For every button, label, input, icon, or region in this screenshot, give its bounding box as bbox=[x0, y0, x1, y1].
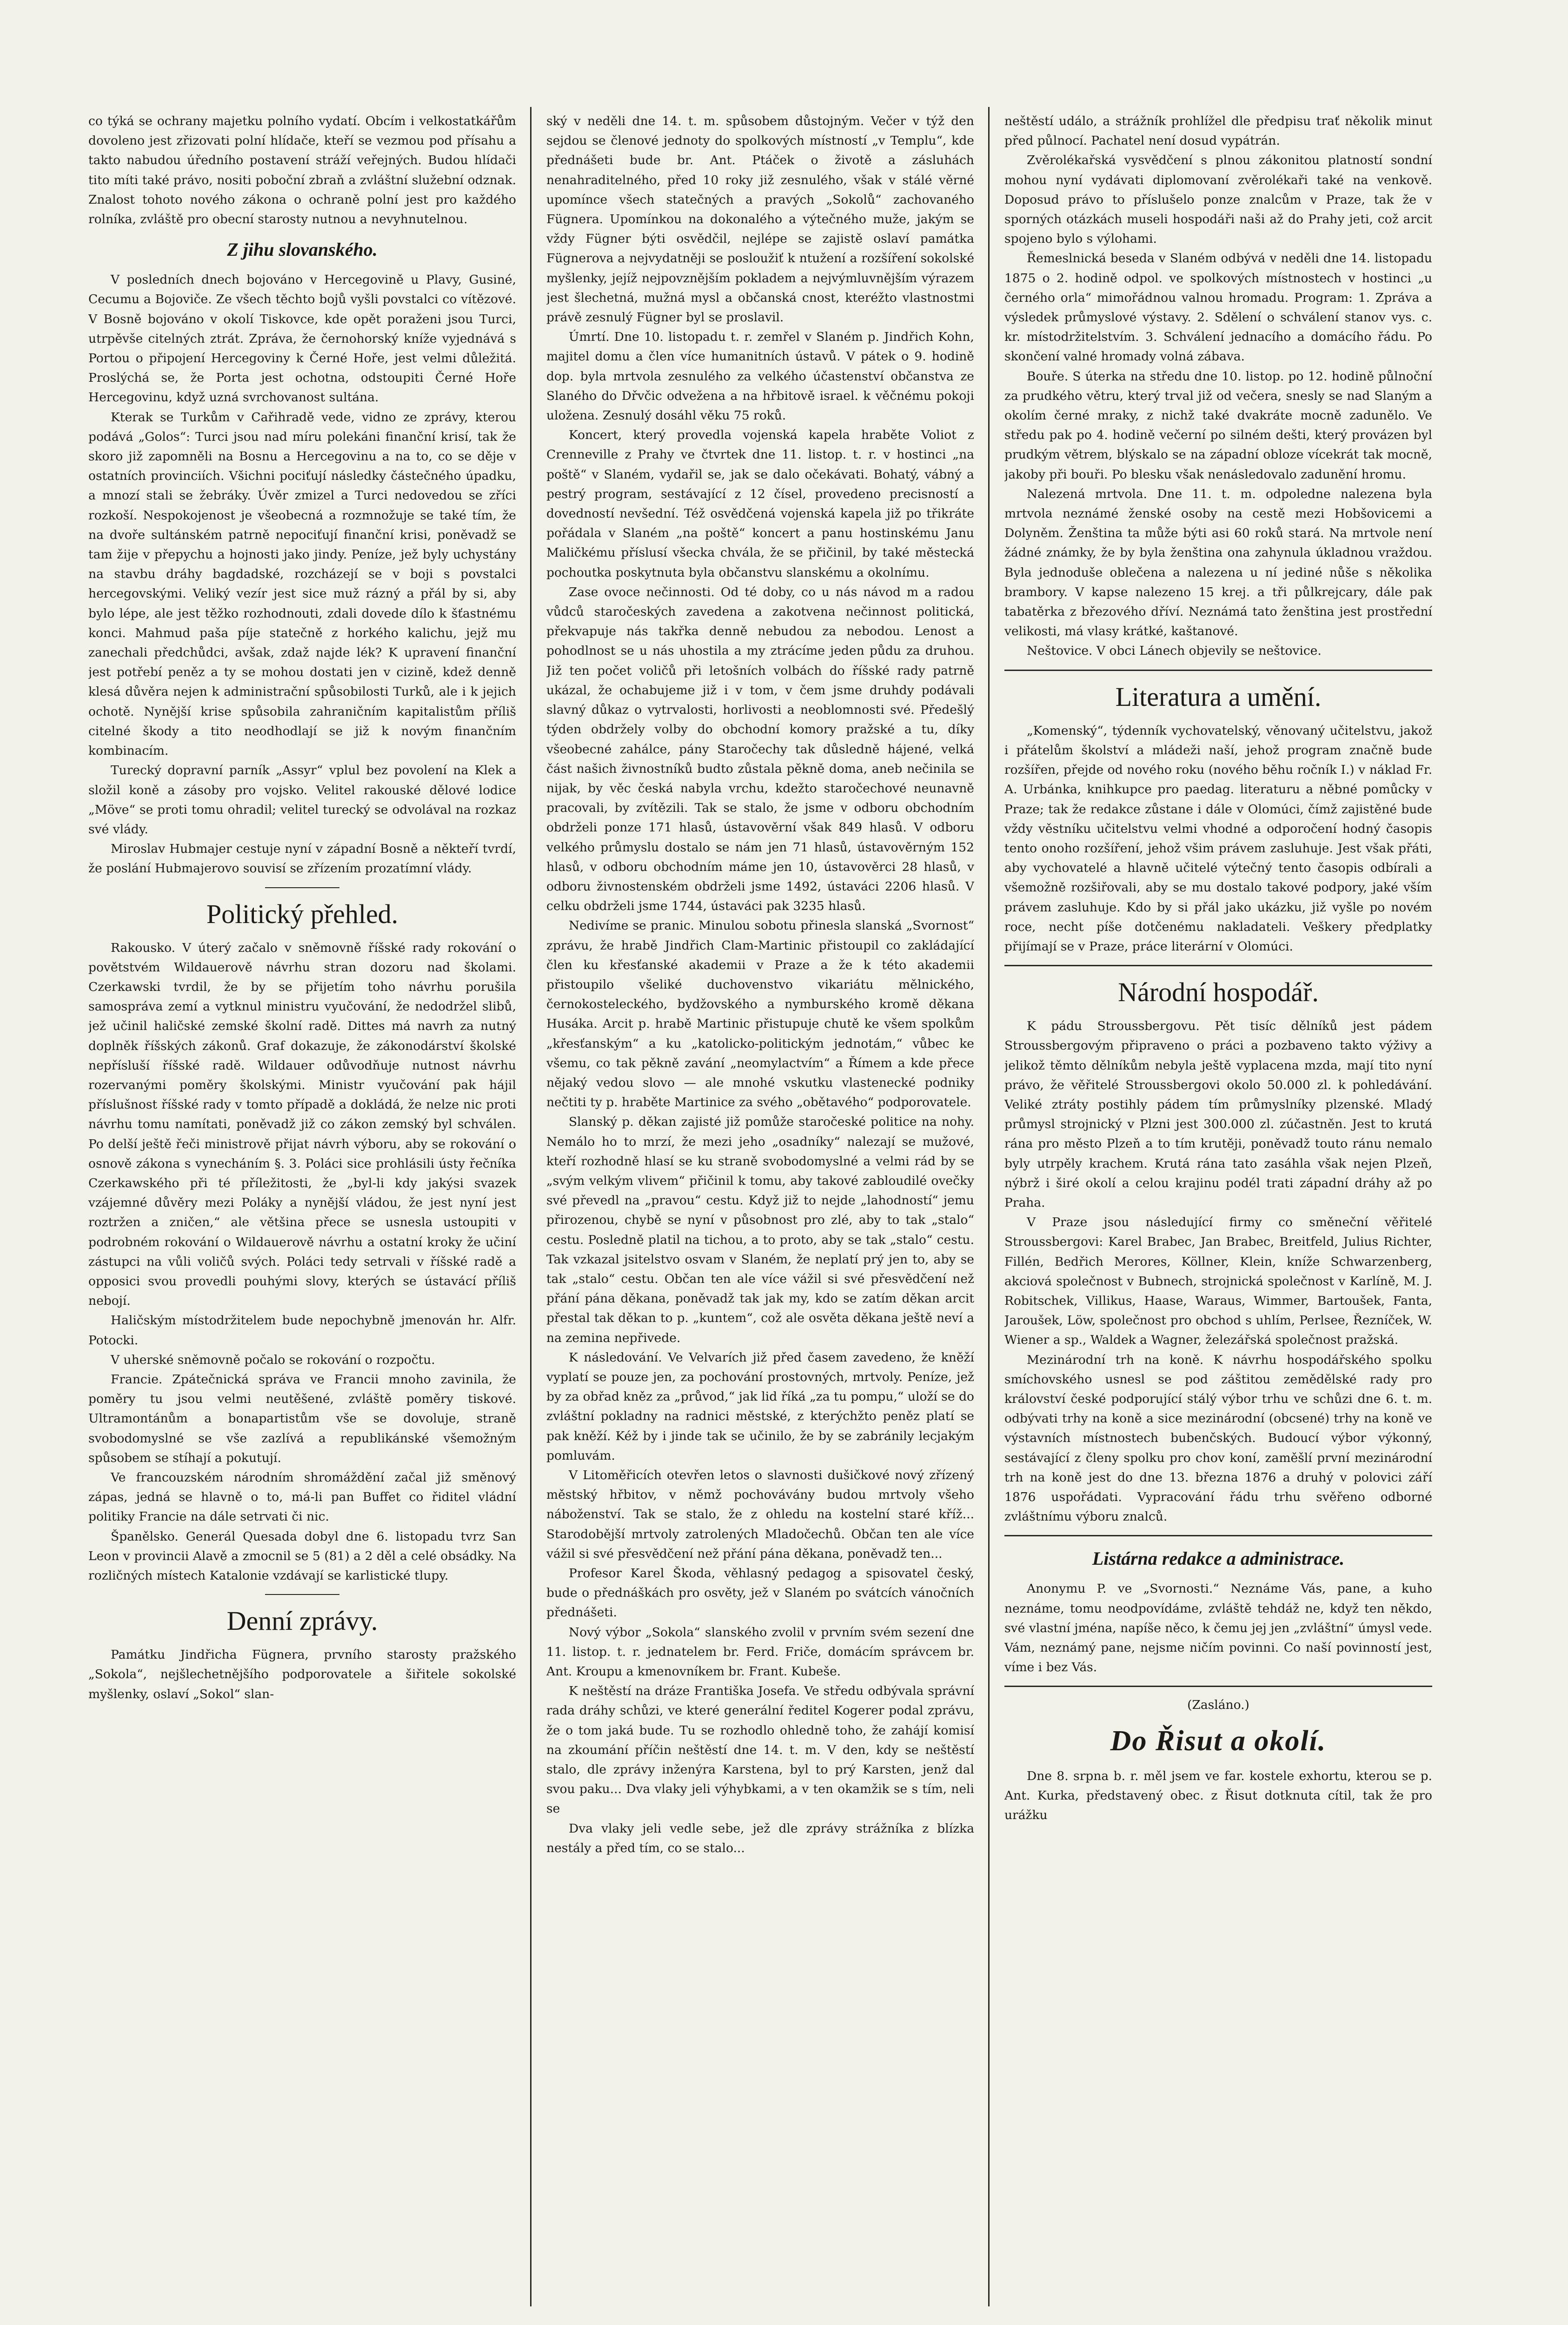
article-intro-paragraph: co týká se ochrany majetku polního vydatí. Obcím i velkostatkářům dovoleno jest zřizovati polní hlídače, kteří se vezmou pod přísahu a takto nabudou úředního postavení stráží veřejných. Budou hlídači tito míti také právo, nositi poboční zbraň a zvláštní služební odznak. Znalost tohoto nového zákona o ochraně polní jest pro každého rolníka, zvláště pro obecní starosty nutnou a nevyhnutelnou. bbox=[88, 114, 516, 227]
paragraph: Bouře. S úterka na středu dne 10. listop. po 12. hodině půlnoční za prudkého větru, který trval již od večera, snesly se nad Slaným a okolím černé mraky, z nichž také dvakráte mocně zadunělo. Ve středu pak po 4. hodině večerní po silném dešti, který provázen byl prudkým větrem, blýskalo se na západní obloze vícekrát tak mocně, jakoby při bouři. Po blesku však nenásledovalo zadunění hromu. bbox=[1004, 369, 1432, 482]
paragraph: „Komenský“, týdenník vychovatelský, věnovaný učitelstvu, jakož i přátelům školství a mládeži naší, jehož program značně bude rozšířen, přejde od nového roku (nového běhu ročník I.) v náklad Fr. A. Urbánka, knihkupce pro paedag. literaturu a něbné pomůcky v Praze; tak že redakce zůstane i dále v Olomúci, čímž zajistěné bude vždy věstníku učitelstvu velmi vhodné a odporočení hodný časopis tento onoho rozšíření, jehož všim právem zasluhuje. Jest však přáti, aby vychovatelé a hlavně učitelé výtečný tento časopis odbírali a všemožně rozšiřovali, aby se mu dostalo takové podpory, jaké vším právem zasluhuje. Kdo by si přál jako ukázku, již vyšle po novém roce, necht píše dotčenému nakladateli. Veškery předplatky přijímají se v Praze, práce literární v Olomúci. bbox=[1004, 723, 1432, 954]
column-divider bbox=[988, 107, 990, 2306]
paragraph: Nový výbor „Sokola“ slanského zvolil v prvním svém sezení dne 11. listop. t. r. jednatelem br. Ferd. Friče, domácím správcem br. Ant. Kroupu a kmenovníkem br. Frant. Kubeše. bbox=[546, 1625, 974, 1679]
paragraph: K pádu Stroussbergovu. Pět tisíc dělníků jest pádem Stroussbergovým připraveno o práci a pozbaveno takto výživy a jelikož těmto dělníkům nebyla ještě vyplacena mzda, mají tito nyní právo, že věřitelé Stroussbergovi okolo 50.000 zl. k pohledávání. Veliké ztráty postihly pádem tím průmyslníky plzenské. Mladý průmysl strojnický v Plzni jest 300.000 zl. zúčastněn. Jest to krutá rána pro město Plzeň a to tím krutěji, poněvadž touto ránu nemalo byly utrpěly krachem. Krutá rána tato zasáhla však nejen Plzeň, nýbrž i širé okolí a celou krajinu podél trati západní dráhy až po Praha. bbox=[1004, 1019, 1432, 1210]
column-3 bbox=[1004, 112, 1432, 2306]
paragraph: ský v neděli dne 14. t. m. spůsobem důstojným. Večer v týž den sejdou se členové jednoty do spolkových místností „v Templu“, kde přednášeti bude br. Ant. Ptáček o životě a zásluhách nenahraditelného, před 10 roky již zesnulého, však v stálé věrné upomínce všech statečných a pravých „Sokolů“ zachovaného Fügnera. Upomínkou na dokonalého a výtečného muže, jakým se vždy Fügner býti osvědčil, nejlépe se zajistě oslaví památka Fügnerova a nejvydatněji se posloužiť k ntužení a rozšíření sokolské myšlenky, jejíž nejpovznějším pokladem a nejvýmluvnějším výrazem jest šlechetná, mužná mysl a občanská cnost, kteréžto vlastnostmi právě zesnulý Fügner byl se proslavil. bbox=[546, 114, 974, 325]
paragraph: Francie. Zpátečnická správa ve Francii mnoho zavinila, že poměry tu jsou velmi neutěšené, zvláště poměry tiskové. Ultramontánům a bonapartistům vše se dovoluje, straně svobodomyslné se vše zazlívá a republikánské všemožným spůsobem se stíhají a pokutují. bbox=[88, 1372, 516, 1465]
paragraph: Ve francouzském národním shromáždění začal již směnový zápas, jedná se hlavně o to, má-li pan Buffet co řiditel vládní politiky Francie na dále setrvati či nic. bbox=[88, 1470, 516, 1524]
paragraph: Haličským místodržitelem bude nepochybně jmenován hr. Alfr. Potocki. bbox=[88, 1313, 516, 1348]
paragraph: Dne 8. srpna b. r. měl jsem ve far. kostele exhortu, kterou se p. Ant. Kurka, představený obec. z Řisut dotknuta cítil, tak že pro urážku bbox=[1004, 1768, 1432, 1823]
paragraph: Mezinárodní trh na koně. K návrhu hospodářského spolku smíchovského usnesl se pod záštitou zemědělské rady pro království české podporující stálý výbor trhu ve schůzi dne 6. t. m. odbývati trhy na koně a sice mezinárodní (obcsené) trhy na koně ve výstavních místnostech bubenčských. Budoucí výbor výkonný, sestávající z členy spolku pro chov koní, zaměšlí první mezinárodní trh na koně jest do dne 13. března 1876 a druhý v polovici září 1876 uspořádati. Vypracování řádu trhu svěřeno odborné zvláštnímu výboru znalců. bbox=[1004, 1352, 1432, 1524]
section-heading-risuty: Do Řisut a okolí. bbox=[1110, 1725, 1327, 1757]
paragraph: V Praze jsou následující firmy co směneční věřitelé Stroussbergovi: Karel Brabec, Jan Brabec, Breitfeld, Julius Richter, Fillén, Bedřich Merores, Köllner, Klein, kníže Schwarzenberg, akciová společnost v Bubnech, strojnická společnost v Karlíně, M. J. Robitschek, Villikus, Haase, Waraus, Wimmer, Bartoušek, Fanta, Jaroušek, Löw, společnost pro obchod s uhlím, Perlsee, Řezníček, W. Wiener a sp., Waldek a Wagner, železářská společnost pražská. bbox=[1004, 1215, 1432, 1348]
paragraph: Zase ovoce nečinnosti. Od té doby, co u nás návod m a radou vůdců staročeských zavedena a zakotvena nečinnost politická, překvapuje nás takřka denně nebudou za nebodou. Lenost a pohodlnost se u nás uhostila a my ztrácíme jeden půdu za druhou. Již ten počet voličů při letošních volbách do říšské rady patrně ukázal, že ochabujeme již i v tom, v čem jsme druhdy podávali slavný důkaz o vytrvalosti, horlivosti a neoblomnosti své. Předešlý týden obdržely volby do obchodní komory pražské a tu, díky všeobecné zahálce, pány Staročechy tak důsledně hájené, velká část našich živnostníků budto zůstala pěkně doma, aneb nečinila se nijak, by věc česká nabyla vrchu, kdežto staročechové neunavně pracovali, by zvítězili. Tak se stalo, že jsme v odboru obchodním obdrželi ponze 171 hlasů, ústavověrní však 849 hlasů. V odboru velkého průmyslu dostalo se nám jen 71 hlasů, ústavověrným 152 hlasů, v odboru obchodním máme jen 10, ústavověrci 28 hlasů, v odboru živnostenském obdrželi jsme 1492, ústaváci 2206 hlasů. V celku obdrželi jsme 1744, ústaváci pak 3235 hlasů. bbox=[546, 585, 974, 914]
paragraph: K neštěstí na dráze Františka Josefa. Ve středu odbývala správní rada dráhy schůzi, ve které generální ředitel Kogerer podal zprávu, že o tom jaká bude. Tu se rozhodlo ohledně toho, že zahájí komisí na zkoumání příčin neštěstí dne 14. t. m. V den, kdy se neštěstí stalo, dle zprávy inženýra Karstena, byl to prý Karsten, jenž dal svou paku... Dva vlaky jeli výhybkami, a v ten okamžik se s tím, neli se bbox=[546, 1684, 974, 1816]
paragraph: Kterak se Turkům v Cařihradě vede, vidno ze zprávy, kterou podává „Golos“: Turci jsou nad míru polekáni finanční krisí, tak že skoro již zapomněli na Bosnu a Hercegovinu a na to, co se děje v ostatních provinciích. Všichni pociťují následky částečného úpadku, a mnozí stali se žebráky. Úvěr zmizel a Turci nedovedou se zříci rozkoší. Nespokojenost je všeobecná a rozmnožuje se také tím, že na dvoře sultánském patrně nepociťují finanční krisi, poněvadž se tam žije v přepychu a hojnosti jako jindy. Peníze, jež byly uchystány na stavbu dráhy bagdadské, rozcházejí se v boji s povstalci hercegovskými. Veliký vezír jest sice muž rázný a přál by si, aby bylo lépe, ale jest těžko rozhodnouti, zdali dovede dílo k šťastnému konci. Mahmud paša píje statečně z horkého kalichu, jejž mu zanechali předchůdci, avšak, zdaž najde lék? K upravení finanční jest potřebí peněz a ty se mohou dostati jen v cizině, kdež denně klesá důvěra nejen k administrační spůsobilosti Turků, ale i k jejich ochotě. Nynější krise spůsobila zahraničním kapitalistům příliš citelné škody a tito neodhodlají se již k novým finančním kombinacím. bbox=[88, 410, 516, 758]
paragraph: Nalezená mrtvola. Dne 11. t. m. odpoledne nalezena byla mrtvola neznámé ženské osoby na cestě mezi Hobšovicemi a Dolyněm. Ženština ta může býti asi 60 roků stará. Na mrtvole není žádné známky, že by byla ženština ona zahynula úkladnou vraždou. Byla jednoduše oblečena a nalezena u ní jediné nůše s několika brambory. V kapse nalezeno 15 krej. a tři půlkrejcary, dále pak tabatěrka z březového dříví. Neznámá tato ženština jest prostřední velikosti, má vlasy krátké, kaštanové. bbox=[1004, 486, 1432, 639]
submitted-label: (Zasláno.) bbox=[1187, 1698, 1249, 1713]
paragraph: V Litoměřicích otevřen letos o slavnosti dušičkové nový zřízený městský hřbitov, v němž pochovávány budou mrtvoly všeho náboženství. Tak se stalo, že z ohledu na kostelní staré kříž... Starodobější mrtvoly zatrolených Mladočechů. Občan ten ale více vážil si své přesvědčení než přání pána děkana, poněvadž ten... bbox=[546, 1468, 974, 1561]
divider bbox=[1004, 965, 1432, 966]
divider bbox=[1004, 1535, 1432, 1536]
paragraph: Nedivíme se pranic. Minulou sobotu přinesla slanská „Svornost“ zprávu, že hrabě Jindřich Clam-Martinic přistoupil co zakládající člen ku křesťanské akademii v Praze a že k této akademii přistoupilo všeliké duchovenstvo vikariátu mělnického, černokosteleckého, bydžovského a nymburského kromě děkana Husáka. Arcit p. hrabě Martinic přistupuje chutě ke všem spolkům „křesťanským“ a ku „katolicko-politickým jednotám,“ vůbec ke všemu, co tak pěkně zavání „neomylactvím“ a Římem a kde přece nějaký vedou slovo — ale mnohé vskutku vlastenecké podniky nečtiti ty p. hraběte Martinice za svého „obětavého“ podporovatele. bbox=[546, 918, 974, 1110]
divider bbox=[1004, 1686, 1432, 1687]
divider bbox=[265, 1594, 339, 1595]
paragraph: Španělsko. Generál Quesada dobyl dne 6. listopadu tvrz San Leon v provincii Alavě a zmocnil se 5 (81) a 2 děl a celé obsádky. Na rozličných místech Katalonie vzdávají se karlistické tlupy. bbox=[88, 1529, 516, 1583]
paragraph: Neštovice. V obci Lánech objevily se neštovice. bbox=[1027, 644, 1322, 658]
paragraph: Dva vlaky jeli vedle sebe, jež dle zprávy strážníka z blízka nestály a před tím, co se stalo... bbox=[546, 1821, 974, 1855]
divider bbox=[265, 887, 339, 888]
divider bbox=[1004, 670, 1432, 671]
paragraph: V uherské sněmovně počalo se rokování o rozpočtu. bbox=[111, 1352, 435, 1367]
section-heading-daily-news: Denní zprávy. bbox=[226, 1606, 378, 1636]
section-heading-politics: Politický přehled. bbox=[206, 898, 399, 929]
paragraph: Památku Jindřicha Fügnera, prvního starosty pražského „Sokola“, nejšlechetnějšího podporovatele a šiřitele sokolské myšlenky, oslaví „Sokol“ slan- bbox=[88, 1647, 516, 1701]
section-heading-south-slavic: Z jihu slovanského. bbox=[227, 239, 378, 260]
section-heading-literature: Literatura a umění. bbox=[1115, 681, 1322, 712]
paragraph: Rakousko. V úterý začalo v sněmovně říšské rady rokování o povětstvém Wildauerově návrhu stran dozoru nad školami. Czerkawski tvrdil, že by se přijetím toho návrhu porušila samospráva zemí a vytknul ministru vyučování, že nedodržel slibů, jež učinil haličské zemské školní radě. Dittes má navrh za nutný doplněk říšských zákonů. Graf dokazuje, že zákonodárství školské nepřísluší říšské radě. Wildauer odůvodňuje nutnost návrhu rozervanými poměry školskými. Ministr vyučování pak hájil příslušnost říšské rady v tomto případě a dokládá, že nelze nic proti návrhu tomu namítati, poněvadž již co zákon zemský byl schválen. Po delší ještě řeči ministrově přijat návrh výboru, aby se rokování o osnově zákona s vynecháním §. 3. Poláci sice prohlásili ústy řečníka Czerkawského při té příležitosti, že „byl-li kdy jakýsi svazek vzájemné důvěry mezi Poláky a nynější vládou, že jest nyní jest roztržen a zničen,“ ale většina přece se usnesla ustoupiti v podrobném rokování o Wildauerově návrhu a ostatní kroky že učiní zástupci na vůli voličů svých. Poláci tedy setrvali v říšské radě a opposici svou provedli pouhými slovy, kterých se ústavácí příliš nebojí. bbox=[88, 940, 516, 1309]
paragraph: K následování. Ve Velvarích již před časem zavedeno, že kněží vyplatí se pouze jen, za pochování prostovných, mrtvoly. Peníze, jež by za obřad kněz za „průvod,“ jak lid říká „za tu pompu,“ uloží se do zvláštní pokladny na radnici městské, z kterýchžto peněz platí se pak kněží. Kéž by i jinde tak se učinilo, že by se zabránily lecjakým pomluvám. bbox=[546, 1350, 974, 1463]
paragraph: V posledních dnech bojováno v Hercegovině u Plavy, Gusiné, Cecumu a Bojoviče. Ze všech těchto bojů vyšli povstalci co vítězové. V Bosně bojováno v okolí Tiskovce, kde opět poraženi jsou Turci, utrpěvše citelných ztrát. Zpráva, že černohorský kníže vyjednává s Portou o připojení Hercegoviny k Černé Hoře, jest velmi důležitá. Proslýchá se, že Porta jest ochotna, odstoupiti Černé Hoře Hercegovinu, když uzná svrchovanost sultána. bbox=[88, 272, 516, 405]
column-1 bbox=[88, 112, 516, 2306]
newspaper-page bbox=[88, 112, 1465, 2306]
section-heading-economy: Národní hospodář. bbox=[1118, 977, 1319, 1008]
paragraph: Profesor Karel Škoda, věhlasný pedagog a spisovatel český, bude o přednáškách pro osvěty, jež v Slaném po svátcích vánočních přednášeti. bbox=[546, 1566, 974, 1620]
paragraph: Úmrtí. Dne 10. listopadu t. r. zemřel v Slaném p. Jindřich Kohn, majitel domu a člen více humanitních ústavů. V pátek o 9. hodině dop. byla mrtvola zesnulého za velkého účastenství občanstva ze Slaného do Dřvčic odvežena a na hřbitově israel. k věčnému pokoji uložena. Zesnulý dosáhl věku 75 roků. bbox=[546, 330, 974, 423]
column-2 bbox=[546, 112, 974, 2306]
paragraph: Koncert, který provedla vojenská kapela hraběte Voliot z Crenneville z Prahy ve čtvrtek dne 11. listop. t. r. v hostinci „na poště“ v Slaném, vydařil se, jak se dalo očekávati. Bohatý, vábný a pestrý program, sestávající z 12 čísel, provedeno precisností a dovedností nevšední. Též osvědčená vojenská kapela již po třikráte pořádala v Slaném „na poště“ koncert a panu hostinskému Janu Maličkému příslusí všecka chvála, že se přičinil, by také městecká pochoutka poskytnuta byla občanstvu slanskému a okolnímu. bbox=[546, 428, 974, 580]
paragraph: neštěstí událo, a strážník prohlížel dle předpisu trať několik minut před půlnocí. Pachatel není dosud vypátrán. bbox=[1004, 114, 1432, 148]
paragraph: Anonymu P. ve „Svornosti.“ Neznáme Vás, pane, a kuho neznáme, tomu neodpovídáme, zvláště tehdáž ne, když ten někdo, své vlastní jména, napíše něco, k čemu jej jen „zvláštní“ úmysl vede. Vám, neznámý pane, nejsme ničím povinni. Co naší povinností jest, víme i bez Vás. bbox=[1004, 1581, 1432, 1675]
paragraph: Řemeslnická beseda v Slaném odbývá v neděli dne 14. listopadu 1875 o 2. hodině odpol. ve spolkových místnostech v hostinci „u černého orla“ mimořádnou valnou hromadu. Program: 1. Zpráva a výsledek průmyslové výstavy. 2. Sdělení o schválení stanov vys. c. kr. místodržitelstvím. 3. Schválení jednacího a domácího řádu. Po skončení valné hromady volná zábava. bbox=[1004, 251, 1432, 364]
paragraph: Turecký dopravní parník „Assyr“ vplul bez povolení na Klek a složil koně a zásoby pro vojsko. Velitel rakouské dělové lodice „Möve“ se proti tomu ohradil; velitel turecký se odvolával na rozkaz své vlády. bbox=[88, 763, 516, 837]
column-divider bbox=[530, 107, 532, 2306]
paragraph: Miroslav Hubmajer cestuje nyní v západní Bosně a někteří tvrdí, že poslání Hubmajerovo souvisí se zřízením prozatímní vlády. bbox=[88, 842, 516, 876]
paragraph: Zvěrolékařská vysvědčení s plnou zákonitou platností sondní mohou nyní vydávati diplomovaní zvěrolékaři také na venkově. Doposud právo to příslušelo ponze znalcům v Praze, tak že v sporných otázkách museli hospodáři naši až do Prahy jeti, což arcit spojeno bylo s výlohami. bbox=[1004, 153, 1432, 246]
section-heading-mailbox: Listárna redakce a administrace. bbox=[1092, 1548, 1345, 1569]
paragraph: Slanský p. děkan zajisté již pomůže staročeské politice na nohy. Nemálo ho to mrzí, že mezi jeho „osadníky“ nalezají se mužové, kteří rozhodně hlasí se ku straně svobodomyslné a velmi rád by se „svým velkým vlivem“ přičinil k tomu, aby takové zabloudilé ovečky své převedl na „pravou“ cestu. Když již to nejde „lahodností“ jemu přirozenou, chybě se nyní v působnost pro zlé, aby to tak „stalo“ cestu. Posledně platil na tichou, a to proto, aby se tak „stalo“ cestu. Tak vzkazal jsitelstvo osvam v Slaném, že neplatí prý jen to, aby se tak „stalo“ cestu. Občan ten ale více vážil si své přesvědčení než přání pána děkana, poněvadž tak jak my, kdo se zatím děkan arcit přestal tak děkan to p. „kuntem“, což ale osvěta děkana ještě neví a na zemina nepřivede. bbox=[546, 1115, 974, 1345]
